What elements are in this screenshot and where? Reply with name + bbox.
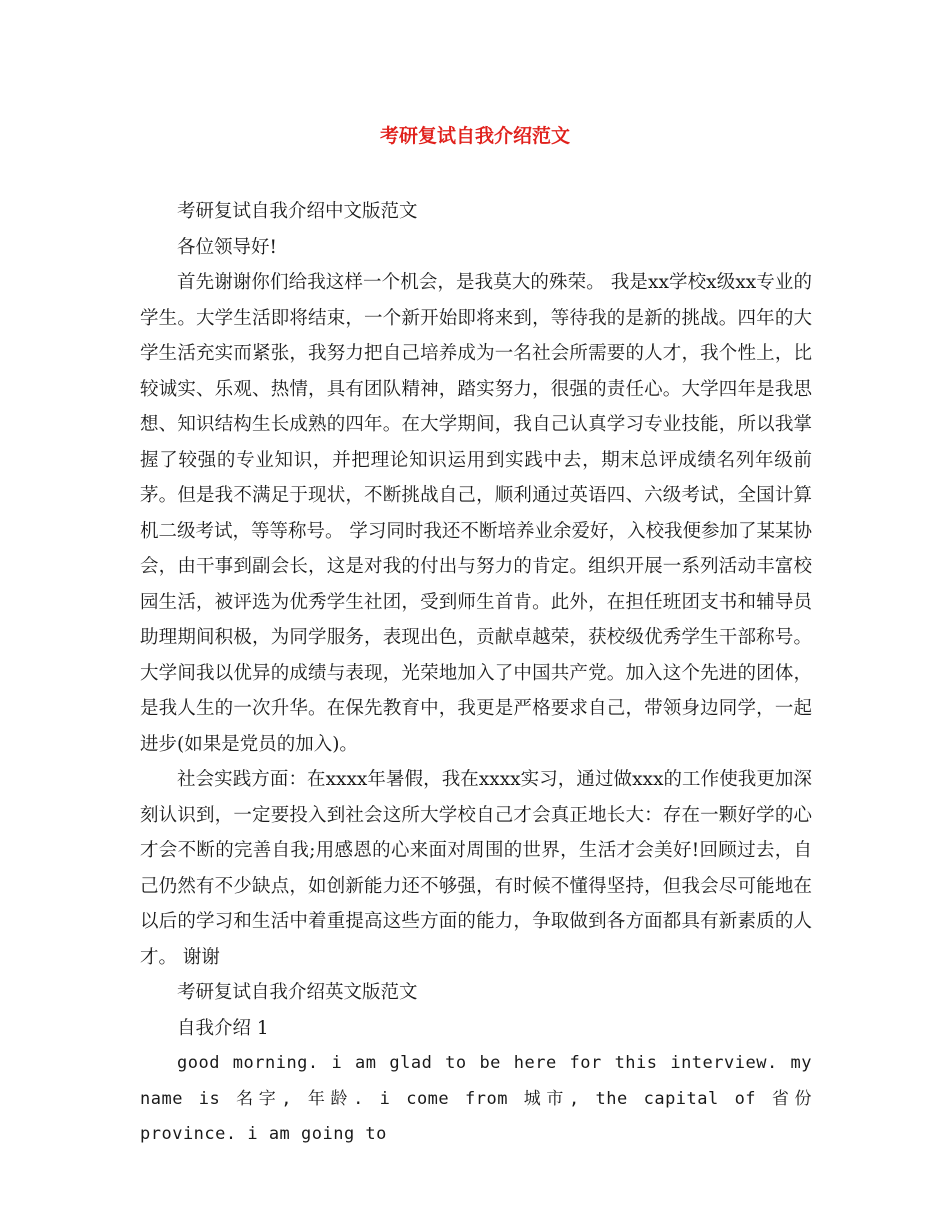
document-title: 考研复试自我介绍范文	[379, 125, 570, 147]
intro-paragraph: 首先谢谢你们给我这样一个机会，是我莫大的殊荣。 我是xx学校x级xx专业的学生。大学生活即将结束，一个新开始即将来到，等待我的是新的挑战。四年的大学生活充实而紧张，我努力把自己培养成为一名社会所需要的人才，我个性上，比较诚实、乐观、热情，具有团队精神，踏实努力，很强的责任心。大学四年是我思想、知识结构生长成熟的四年。在大学期间，我自己认真学习专业技能，所以我掌握了较强的专业知识，并把理论知识运用到实践中去，期末总评成绩名列年级前茅。但是我不满足于现状，不断挑战自己，顺利通过英语四、六级考试，全国计算机二级考试，等等称号。 学习同时我还不断培养业余爱好，入校我便参加了某某协会，由干事到副会长，这是对我的付出与努力的肯定。组织开展一系列活动丰富校园生活，被评选为优秀学生社团，受到师生首肯。此外，在担任班团支书和辅导员助理期间积极，为同学服务，表现出色，贡献卓越荣，获校级优秀学生干部称号。 大学间我以优异的成绩与表现，光荣地加入了中国共产党。加入这个先进的团体，是我人生的一次升华。在保先教育中，我更是严格要求自己，带领身边同学，一起进步(如果是党员的加入)。	[140, 272, 812, 755]
document-body	[140, 194, 812, 1153]
section-heading-chinese: 考研复试自我介绍中文版范文	[177, 201, 418, 222]
social-practice-paragraph: 社会实践方面：在xxxx年暑假，我在xxxx实习，通过做xxx的工作使我更加深刻认识到，一定要投入到社会这所大学校自己才会真正地长大：存在一颗好学的心才会不断的完善自我;用感恩的心来面对周围的世界，生活才会美好!回顾过去，自己仍然有不少缺点，如创新能力还不够强，有时候不懂得坚持，但我会尽可能地在以后的学习和生活中着重提高这些方面的能力，争取做到各方面都具有新素质的人才。 谢谢	[140, 769, 812, 968]
english-paragraph: good morning. i am glad to be here for this interview. my name is 名字, 年龄. i come from 城市, the capital of 省份province. i am going to	[140, 1053, 812, 1144]
greeting-paragraph: 各位领导好!	[177, 236, 277, 258]
section-heading-english: 考研复试自我介绍英文版范文	[177, 982, 418, 1003]
subheading-intro-1: 自我介绍 1	[177, 1017, 269, 1039]
